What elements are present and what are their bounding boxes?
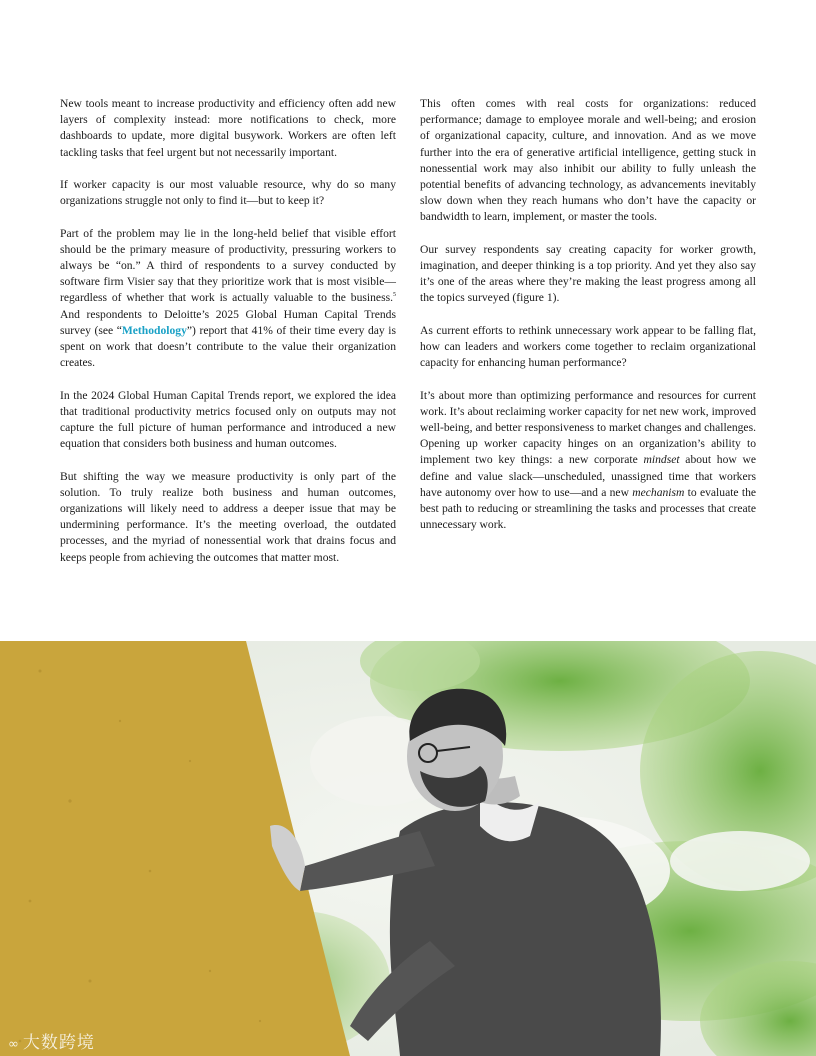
text-run: ”) report that 41% of their time every day is spent on work that doesn’t contribute to the value their organization creates. [60, 323, 396, 370]
text-run: Part of the problem may lie in the long-held belief that visible effort should be the primary measure of productivity, pressuring workers to always be “on.” A third of respondents to a survey conducted by software firm Visier say that they prioritize work that is most visible—regardless of whether that work is actually valuable to the business. [60, 226, 396, 305]
text-run: It’s about more than optimizing performance and resources for current work. It’s about reclaiming worker capacity for net new work, improved well-being, and better responsiveness to market changes and challenges. Opening up worker capacity hinges on an organization’s ability to implement two key things: a new corporate [420, 388, 756, 467]
cloud-puff [670, 831, 810, 891]
text-run: to evaluate the best path to reducing or streamlining the tasks and processes that create unnecessary work. [420, 485, 757, 532]
paragraph: New tools meant to increase productivity and efficiency often add new layers of complexity instead: more notifications to check, more dashboards to update, more digital busywork. Workers are often left tackling tasks that feel urgent but not necessarily important. [60, 97, 396, 159]
paragraph: In the 2024 Global Human Capital Trends report, we explored the idea that traditional productivity metrics focused only on outputs may not capture the full picture of human performance and introduced a new equation that considers both business and human outcomes. [60, 388, 396, 451]
emphasis-mechanism: mechanism [632, 485, 685, 499]
text-run: about how we define and value slack—unscheduled, unassigned time that workers have autonomy over how to use—and a new [420, 453, 756, 499]
paragraph [60, 226, 396, 372]
watermark [8, 1028, 95, 1053]
text-run: And respondents to Deloitte’s 2025 Global Human Capital Trends survey (see “ [60, 307, 396, 337]
left-column [60, 96, 396, 582]
paragraph [420, 388, 756, 534]
paragraph: But shifting the way we measure productivity is only part of the solution. To truly realize both business and human outcomes, organizations will likely need to address a deeper issue that may be undermining performance. It’s the meeting overload, the outdated processes, and the myriad of nonessential work that drains focus and keeps people from achieving the outcomes that matter most. [60, 469, 396, 564]
hero-illustration [0, 641, 816, 1056]
emphasis-mindset: mindset [643, 453, 680, 467]
methodology-link[interactable]: Methodology [121, 323, 187, 337]
right-column [420, 96, 756, 550]
paragraph: This often comes with real costs for organizations: reduced performance; damage to employee morale and well-being; and erosion of organizational capacity, culture, and innovation. And as we move further into the era of generative artificial intelligence, getting stuck in nonessential work may also inhibit our ability to fully unleash the potential benefits of advancing technology, as advancements inevitably slow down when they reach humans who don’t have the capacity or bandwidth to learn, implement, or master the tools. [420, 97, 756, 224]
man-pushing-wall-illustration [0, 641, 816, 1056]
paragraph: Our survey respondents say creating capacity for worker growth, imagination, and deeper thinking is a top priority. And yet they also say it’s one of the areas where they’re making the least progress among all the topics surveyed (figure 1). [420, 242, 756, 305]
watermark-logo-icon: ∞ [8, 1037, 20, 1052]
paragraph: As current efforts to rethink unnecessary work appear to be falling flat, how can leaders and workers come together to reclaim organizational capacity for enhancing human performance? [420, 323, 756, 370]
paragraph: If worker capacity is our most valuable resource, why do so many organizations struggle not only to find it—but to keep it? [60, 178, 396, 208]
watermark-text: 大数跨境 [22, 1033, 95, 1053]
footnote-marker: 5 [393, 292, 396, 299]
